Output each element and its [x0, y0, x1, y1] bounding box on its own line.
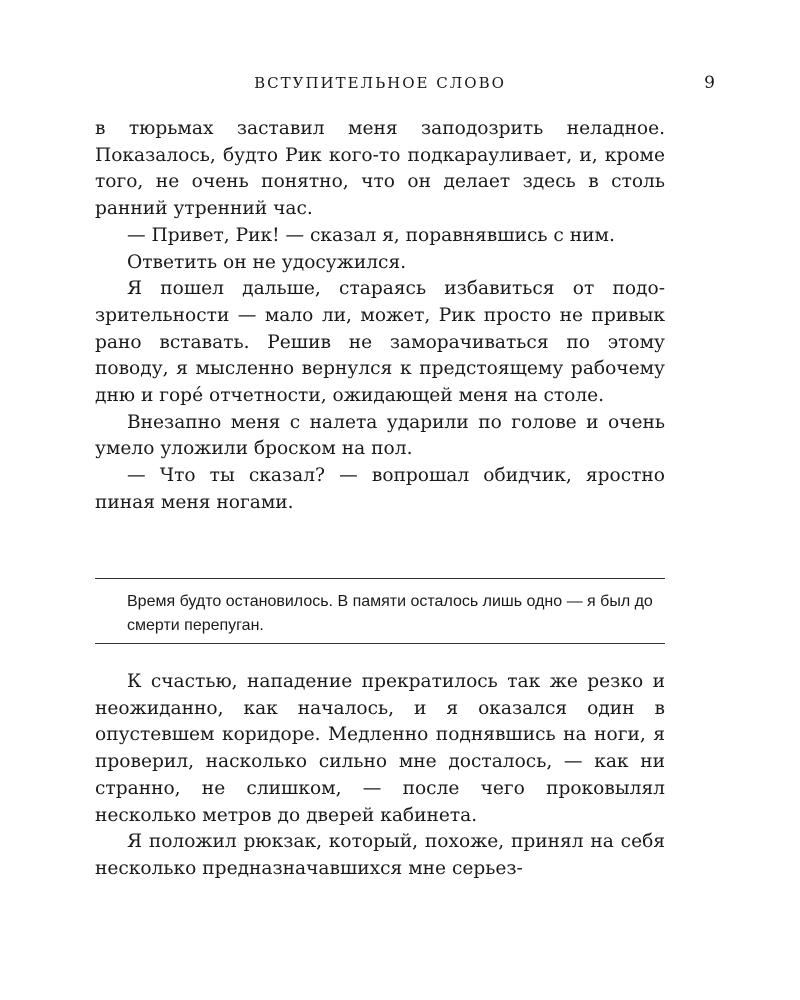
paragraph: Я положил рюкзак, который, похоже, принял на себя несколько предназначавшихся мне серьез-: [95, 831, 665, 879]
paragraph: в тюрьмах заставил меня заподозрить неладное. Показалось, будто Рик кого-то подкарауливает, и, кроме того, не очень понятно, что он делает здесь в столь ранний утренний час.: [95, 118, 665, 220]
running-title: ВСТУПИТЕЛЬНОЕ СЛОВО: [254, 74, 506, 92]
paragraph: Ответить он не удосужился.: [127, 251, 407, 273]
pullquote-box: [95, 578, 665, 644]
page-number: 9: [704, 73, 715, 93]
running-head: [95, 73, 715, 98]
body-text-top: [95, 116, 665, 517]
paragraph: Я пошел дальше, стараясь избавиться от подозрительности — мало ли, может, Рик просто не привык рано вставать. Решив не заморачиваться по этому поводу, я мысленно вернулся к предстоящему рабочему дню и горé отчетности, ожидающей меня на столе.: [95, 278, 665, 407]
paragraph: — Привет, Рик! — сказал я, поравнявшись с ним.: [127, 224, 615, 246]
paragraph: Внезапно меня с налета ударили по голове и очень умело уложили броском на пол.: [95, 411, 665, 460]
paragraph: К счастью, нападение прекратилось так же резко и неожиданно, как началось, и я оказался один в опустевшем коридоре. Медленно поднявшись на ноги, я проверил, насколько сильно мне досталось, — как ни странно, не слишком, — после чего проковылял несколько метров до дверей кабинета.: [95, 671, 665, 826]
pullquote-text: Время будто остановилось. В памяти осталось лишь одно — я был до смерти перепуган.: [127, 593, 653, 634]
body-text-bottom: [95, 669, 665, 883]
paragraph: — Что ты сказал? — вопрошал обидчик, яростно пиная меня ногами.: [95, 465, 665, 513]
